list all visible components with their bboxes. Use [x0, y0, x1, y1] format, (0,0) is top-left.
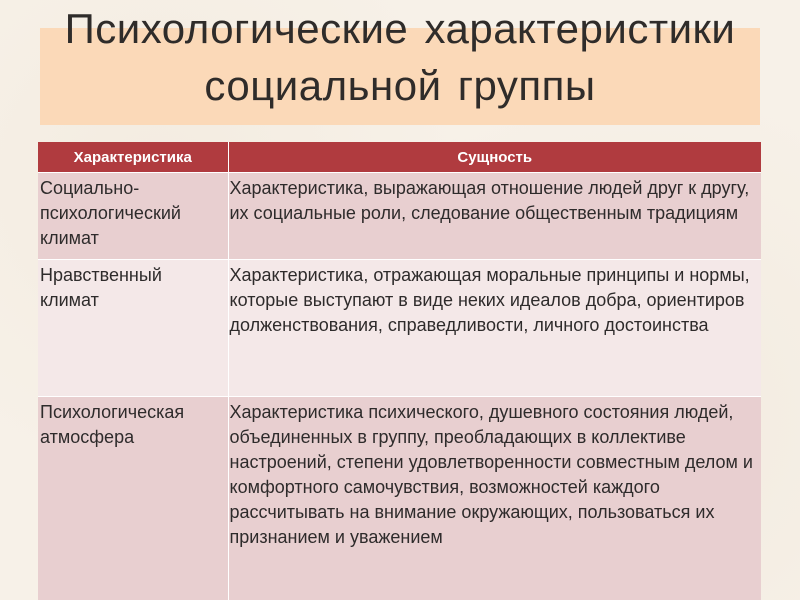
essence-cell: Характеристика психического, душевного состояния людей, объединенных в группу, преобладающих в коллективе настроений, степени удовлетворенности совместным делом и комфортного самочувствия, возможностей каждого рассчитывать на внимание окружающих, пользоваться их признанием и уважением	[228, 397, 761, 600]
table-row	[38, 173, 761, 260]
table-row	[38, 397, 761, 600]
header-characteristic: Характеристика	[38, 142, 228, 173]
characteristics-table	[38, 142, 761, 600]
table-header-row	[38, 142, 761, 173]
characteristics-table-container	[38, 142, 761, 600]
characteristic-cell: Нравственный климат	[38, 260, 228, 397]
table-row	[38, 260, 761, 397]
characteristic-cell: Социально-психологический климат	[38, 173, 228, 260]
essence-cell: Характеристика, отражающая моральные принципы и нормы, которые выступают в виде неких идеалов добра, ориентиров долженствования, справедливости, личного достоинства	[228, 260, 761, 397]
page-title: Психологические характеристики социальной группы	[64, 5, 736, 109]
header-essence: Сущность	[228, 142, 761, 173]
essence-cell: Характеристика, выражающая отношение людей друг к другу, их социальные роли, следование общественным традициям	[228, 173, 761, 260]
characteristic-cell: Психологическая атмосфера	[38, 397, 228, 600]
